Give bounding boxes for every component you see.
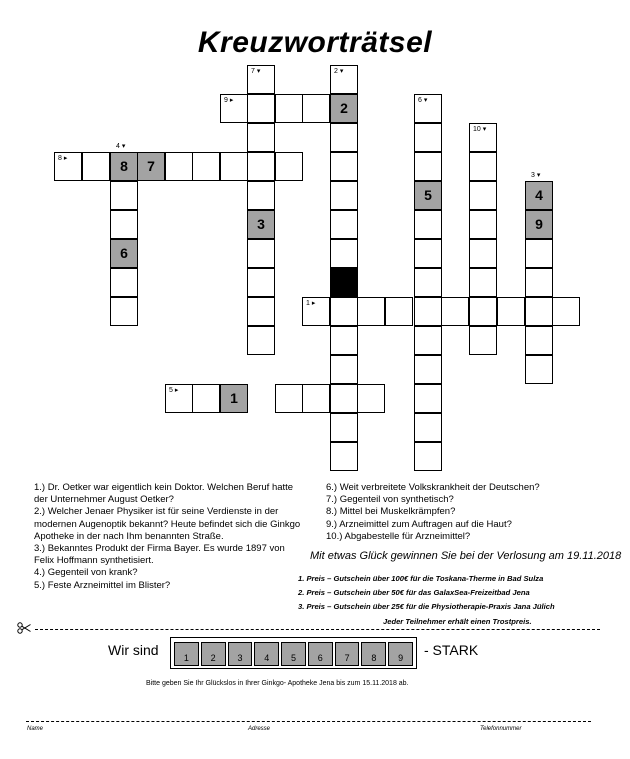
cell[interactable] — [414, 123, 442, 152]
code-digit[interactable]: 3 — [228, 642, 253, 666]
clue-text: der Unternehmer August Oetker? — [34, 494, 174, 506]
cell[interactable] — [469, 210, 497, 239]
clue-label: 7 ▾ — [251, 68, 261, 75]
prize-item: 1. Preis – Gutschein über 100€ für die Toskana-Therme in Bad Sulza — [298, 574, 544, 583]
address-label: Adresse — [248, 726, 271, 732]
cell[interactable] — [247, 65, 275, 94]
cell[interactable] — [54, 152, 82, 181]
solution-number: 1 — [230, 390, 238, 406]
cell[interactable] — [82, 152, 110, 181]
signature-line[interactable] — [26, 721, 591, 722]
cell[interactable] — [330, 152, 358, 181]
code-digit[interactable]: 9 — [388, 642, 413, 666]
clue-label: 4 ▾ — [116, 143, 126, 150]
cell[interactable] — [302, 384, 330, 413]
clues-right — [326, 482, 540, 543]
clue-text: 7.) Gegenteil von synthetisch? — [326, 494, 454, 506]
solution-number: 9 — [535, 216, 543, 232]
code-digit[interactable]: 8 — [361, 642, 386, 666]
code-digit[interactable]: 4 — [254, 642, 279, 666]
cell[interactable] — [469, 297, 497, 326]
cell[interactable] — [525, 297, 553, 326]
cell[interactable] — [330, 297, 358, 326]
clue-text: 2.) Welcher Jenaer Physiker ist für seine Verdienste in der — [34, 506, 279, 518]
phone-label: Telefonnummer — [480, 726, 522, 732]
cell[interactable] — [357, 297, 385, 326]
prize-item: 3. Preis – Gutschein über 25€ für die Physiotherapie-Praxis Jana Jülich — [298, 602, 555, 611]
cell[interactable] — [330, 65, 358, 94]
solution-cell[interactable] — [525, 210, 553, 239]
cell[interactable] — [247, 239, 275, 268]
cell[interactable] — [330, 442, 358, 471]
cell[interactable] — [414, 268, 442, 297]
solution-cell[interactable] — [525, 172, 553, 210]
answer-suffix: - STARK — [424, 642, 479, 658]
cell[interactable] — [110, 297, 138, 326]
cell[interactable] — [414, 384, 442, 413]
cell[interactable] — [247, 123, 275, 152]
clue-label: 1 ▸ — [306, 300, 316, 307]
cell[interactable] — [525, 355, 553, 384]
cell[interactable] — [414, 239, 442, 268]
cell[interactable] — [330, 413, 358, 442]
cell[interactable] — [497, 297, 525, 326]
clue-text: 3.) Bekanntes Produkt der Firma Bayer. Es wurde 1897 von — [34, 543, 285, 555]
cell[interactable] — [414, 355, 442, 384]
cell[interactable] — [357, 384, 385, 413]
cell[interactable] — [330, 384, 358, 413]
clues-left — [34, 482, 300, 592]
cell[interactable] — [330, 326, 358, 355]
submission-instruction: Bitte geben Sie Ihr Glückslos in Ihrer Ginkgo- Apotheke Jena bis zum 15.11.2018 ab. — [146, 680, 409, 687]
clue-label: 6 ▾ — [418, 97, 428, 104]
solution-cell[interactable] — [110, 143, 138, 181]
cell[interactable] — [414, 442, 442, 471]
scissors-icon — [17, 621, 31, 633]
cell[interactable] — [220, 94, 248, 123]
cell[interactable] — [110, 268, 138, 297]
cell[interactable] — [414, 152, 442, 181]
cell[interactable] — [192, 152, 220, 181]
code-digit[interactable]: 2 — [201, 642, 226, 666]
clue-text: Apotheke in der nach Ihm benannten Straße. — [34, 530, 224, 542]
cell[interactable] — [414, 413, 442, 442]
clue-text: 6.) Weit verbreitete Volkskrankheit der Deutschen? — [326, 482, 540, 493]
cell[interactable] — [525, 326, 553, 355]
cell[interactable] — [302, 297, 330, 326]
cell[interactable] — [552, 297, 580, 326]
prize-headline: Mit etwas Glück gewinnen Sie bei der Verlosung am 19.11.2018 — [310, 550, 622, 562]
name-label: Name — [27, 726, 44, 732]
solution-number: 7 — [147, 158, 155, 174]
cell[interactable] — [247, 326, 275, 355]
cell[interactable] — [275, 94, 303, 123]
cell[interactable] — [469, 268, 497, 297]
prize-item: 2. Preis – Gutschein über 50€ für das GalaxSea-Freizeitbad Jena — [298, 588, 530, 597]
answer-code-box — [170, 637, 417, 669]
cell[interactable] — [330, 355, 358, 384]
clue-text: Felix Hoffmann synthetisiert. — [34, 555, 154, 567]
cell[interactable] — [330, 210, 358, 239]
cell[interactable] — [192, 384, 220, 413]
cell[interactable] — [110, 210, 138, 239]
cell[interactable] — [469, 326, 497, 355]
solution-cell[interactable] — [220, 384, 248, 413]
clue-label: 3 ▾ — [531, 172, 541, 179]
cell[interactable] — [220, 152, 248, 181]
cell[interactable] — [330, 239, 358, 268]
cell[interactable] — [525, 268, 553, 297]
cell[interactable] — [330, 123, 358, 152]
solution-number: 6 — [120, 245, 128, 261]
page-title: Kreuzworträtsel — [197, 26, 433, 59]
solution-cell[interactable] — [137, 152, 165, 181]
clue-label: 2 ▾ — [334, 68, 344, 75]
solution-number: 3 — [257, 216, 265, 232]
solution-number: 8 — [120, 158, 128, 174]
clue-label: 8 ▸ — [58, 155, 68, 162]
cell[interactable] — [302, 94, 330, 123]
cell[interactable] — [414, 297, 442, 326]
cell[interactable] — [525, 239, 553, 268]
cell[interactable] — [247, 152, 275, 181]
solution-cell[interactable] — [247, 210, 275, 239]
cell[interactable] — [247, 268, 275, 297]
cell[interactable] — [275, 384, 303, 413]
code-digit[interactable]: 6 — [308, 642, 333, 666]
cell[interactable] — [414, 210, 442, 239]
solution-cell[interactable] — [110, 239, 138, 268]
cell[interactable] — [469, 239, 497, 268]
solution-cell[interactable] — [330, 94, 358, 123]
cell[interactable] — [330, 181, 358, 210]
solution-number: 5 — [424, 187, 432, 203]
solution-number: 4 — [535, 187, 543, 203]
clue-text: 1.) Dr. Oetker war eigentlich kein Doktor. Welchen Beruf hatte — [34, 482, 294, 493]
cell[interactable] — [414, 94, 442, 123]
cell[interactable] — [247, 94, 275, 123]
answer-prefix: Wir sind — [108, 642, 159, 658]
solution-cell[interactable] — [414, 181, 442, 210]
code-digit[interactable]: 7 — [335, 642, 360, 666]
clue-label: 10 ▾ — [473, 126, 487, 133]
clue-text: 4.) Gegenteil von krank? — [34, 567, 138, 579]
cell[interactable] — [110, 181, 138, 210]
clue-text: 8.) Mittel bei Muskelkrämpfen? — [326, 506, 456, 518]
clue-text: 9.) Arzneimittel zum Auftragen auf die Haut? — [326, 518, 512, 530]
clue-text: 10.) Abgabestelle für Arzneimittel? — [326, 530, 471, 542]
solution-number: 2 — [340, 100, 348, 116]
consolation-note: Jeder Teilnehmer erhält einen Trostpreis. — [383, 617, 532, 626]
clue-label: 9 ▸ — [224, 97, 234, 104]
clue-text: 5.) Feste Arzneimittel im Blister? — [34, 579, 171, 591]
cell[interactable] — [469, 152, 497, 181]
cut-line — [35, 629, 600, 630]
cell[interactable] — [414, 326, 442, 355]
cell[interactable] — [385, 297, 413, 326]
cell[interactable] — [165, 384, 193, 413]
clue-label: 5 ▸ — [169, 387, 179, 394]
cell[interactable] — [247, 181, 275, 210]
blocked-cell — [330, 268, 358, 297]
clue-text: modernen Augenoptik bekannt? Heute befindet sich die Ginkgo — [34, 518, 301, 530]
code-digit[interactable]: 1 — [174, 642, 199, 666]
cell[interactable] — [247, 297, 275, 326]
cell[interactable] — [165, 152, 193, 181]
code-digit[interactable]: 5 — [281, 642, 306, 666]
cell[interactable] — [441, 297, 469, 326]
cell[interactable] — [469, 123, 497, 152]
cell[interactable] — [469, 181, 497, 210]
cell[interactable] — [275, 152, 303, 181]
